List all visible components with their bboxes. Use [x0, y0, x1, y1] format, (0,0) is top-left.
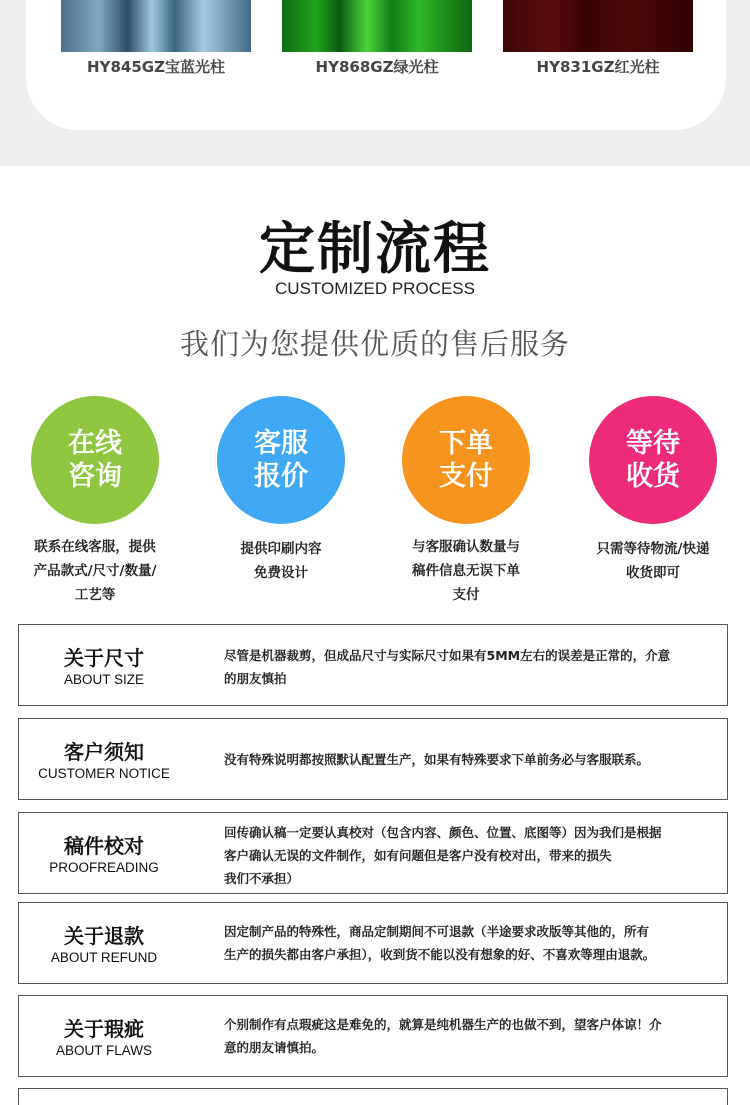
notice-box-flaws: [18, 995, 728, 1077]
notice-text: 个别制作有点瑕疵这是难免的，就算是纯机器生产的也做不到，望客户体谅！介 意的朋友请慎拍。: [224, 1017, 662, 1055]
step-circle-receive: [589, 396, 717, 524]
product-swatch-green: [282, 0, 472, 52]
step-label: 支付: [439, 461, 493, 492]
step-circle-quote: [217, 396, 345, 524]
notice-box-partial: [18, 1088, 728, 1105]
notice-box-proofreading: [18, 812, 728, 894]
notice-title: 稿件校对 PROOFREADING: [49, 834, 159, 875]
product-label: HY845GZ宝蓝光柱: [87, 58, 225, 76]
product-label: HY831GZ红光柱: [536, 58, 660, 76]
product-label: HY868GZ绿光柱: [315, 58, 439, 76]
step-label: 报价: [254, 461, 308, 492]
step-label: 客服: [254, 428, 308, 459]
section-subtitle-cn: 我们为您提供优质的售后服务: [179, 327, 570, 361]
step-label: 在线: [68, 428, 122, 459]
step-description: 与客服确认数量与 稿件信息无误下单 支付: [412, 539, 520, 603]
section-title: 定制流程: [259, 217, 491, 282]
notice-text: 尽管是机器裁剪，但成品尺寸与实际尺寸如果有5MM左右的误差是正常的，介意 的朋友慎拍: [224, 648, 671, 686]
notice-box-refund: [18, 902, 728, 984]
step-circle-order: [402, 396, 530, 524]
notice-text: 没有特殊说明都按照默认配置生产，如果有特殊要求下单前务必与客服联系。: [224, 752, 650, 767]
notice-box-customer: [18, 718, 728, 800]
notice-title: 关于退款 ABOUT REFUND: [50, 924, 158, 965]
notice-text: 因定制产品的特殊性，商品定制期间不可退款（半途要求改版等其他的，所有 生产的损失都由客户承担），收到货不能以没有想象的好、不喜欢等理由退款。: [224, 924, 656, 962]
step-label: 等待: [626, 428, 680, 459]
step-description: 提供印刷内容 免费设计: [240, 541, 322, 581]
notice-title: 关于尺寸 ABOUT SIZE: [63, 646, 145, 687]
step-label: 咨询: [68, 461, 122, 492]
step-description: 联系在线客服，提供 产品款式/尺寸/数量/ 工艺等: [33, 539, 157, 603]
step-label: 收货: [626, 461, 680, 492]
section-subtitle-en: CUSTOMIZED PROCESS: [275, 279, 475, 298]
product-swatch-red: [503, 0, 693, 52]
notice-box-size: [18, 624, 728, 706]
notice-text: 回传确认稿一定要认真校对（包含内容、颜色、位置、底图等）因为我们是根据 客户确认无误的文件制作，如有问题但是客户没有校对出，带来的损失 我们不承担）: [224, 825, 662, 886]
step-circle-consult: [31, 396, 159, 524]
step-description: 只需等待物流/快递 收货即可: [596, 541, 710, 581]
notice-title: 关于瑕疵 ABOUT FLAWS: [55, 1017, 153, 1058]
notice-title: 客户须知 CUSTOMER NOTICE: [38, 740, 170, 781]
product-swatch-blue: [61, 0, 251, 52]
step-label: 下单: [439, 428, 493, 459]
